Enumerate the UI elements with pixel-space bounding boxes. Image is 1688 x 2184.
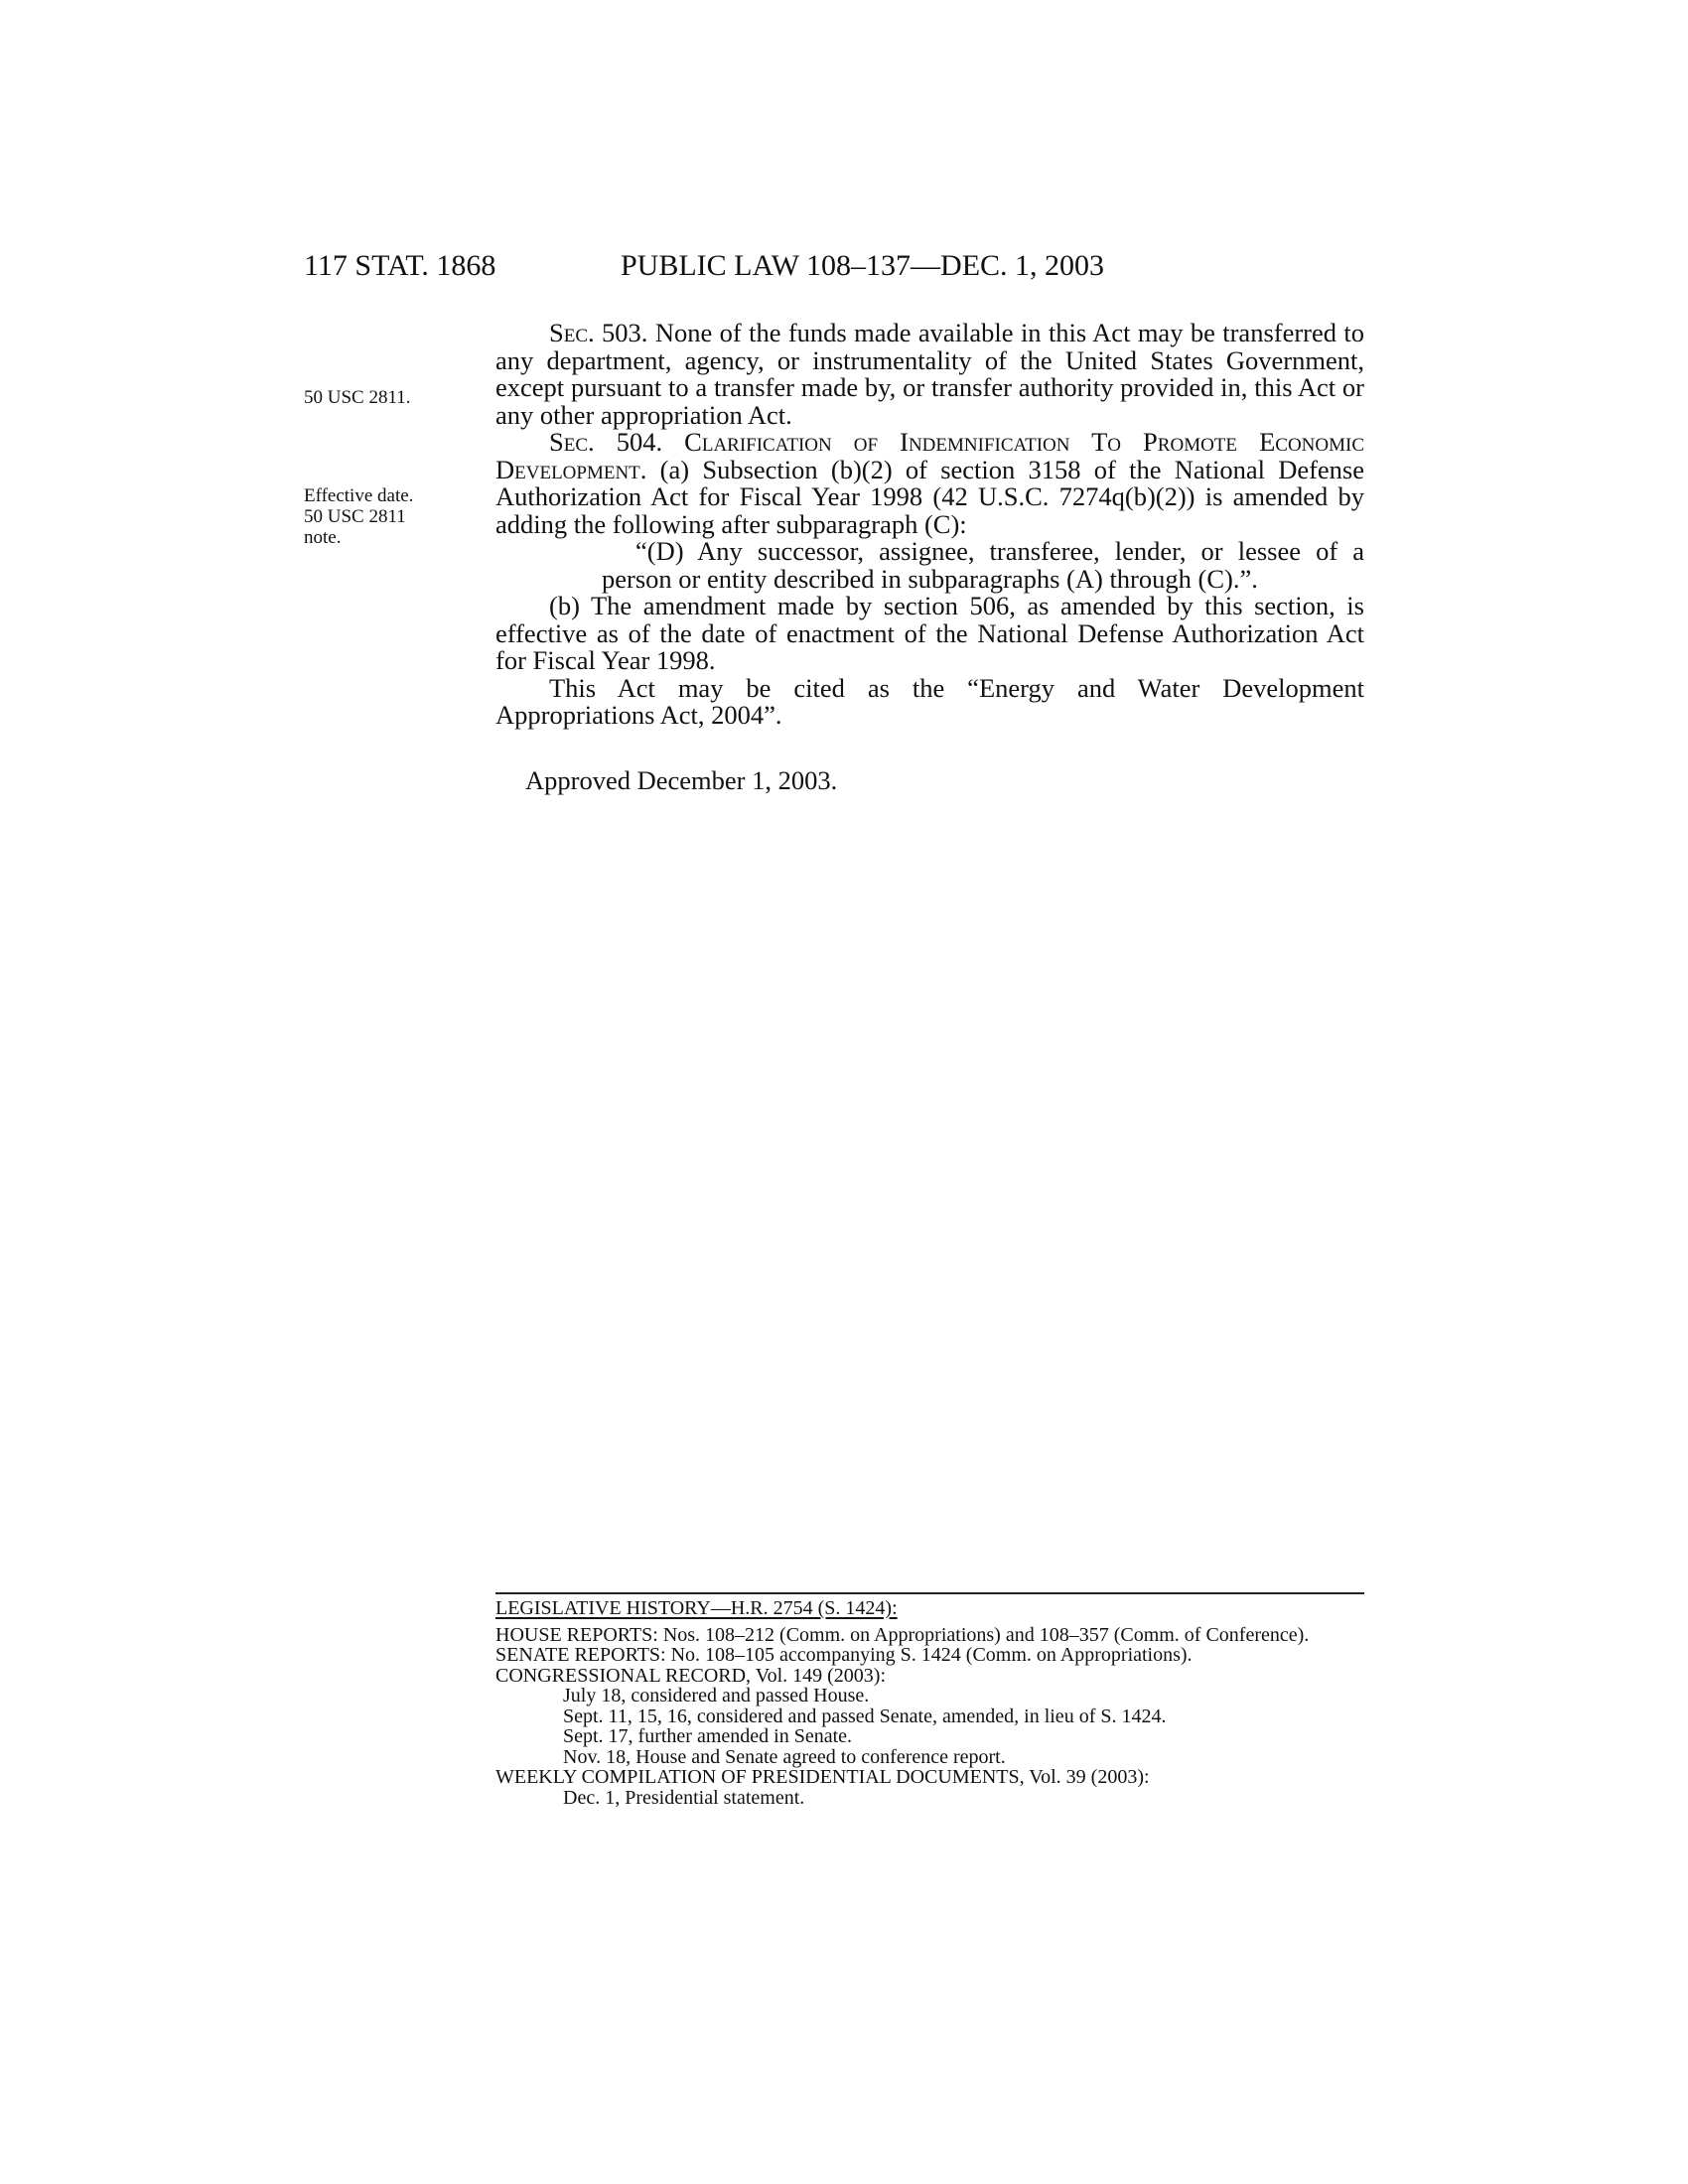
margin-note-usc bbox=[304, 387, 453, 408]
quoted-subparagraph-d: “(D) Any successor, assignee, transferee, lender, or lessee of a person or entity described in subparagraphs (A) through (C).”. bbox=[602, 536, 1364, 594]
congressional-record-item: Nov. 18, House and Senate agreed to conference report. bbox=[563, 1745, 1006, 1768]
section-503-heading: Sec. 503. bbox=[549, 318, 648, 347]
section-503 bbox=[495, 320, 1364, 429]
legislative-history-title: LEGISLATIVE HISTORY—H.R. 2754 (S. 1424): bbox=[495, 1597, 898, 1619]
congressional-record-item: July 18, considered and passed House. bbox=[563, 1685, 870, 1706]
approval-date: Approved December 1, 2003. bbox=[525, 764, 838, 795]
weekly-compilation-item: Dec. 1, Presidential statement. bbox=[563, 1786, 805, 1809]
body-column bbox=[495, 320, 1364, 794]
legislative-history-rule bbox=[495, 1592, 1364, 1594]
congressional-record-item: Sept. 11, 15, 16, considered and passed Senate, amended, in lieu of S. 1424. bbox=[563, 1705, 1167, 1727]
congressional-record: CONGRESSIONAL RECORD, Vol. 149 (2003): bbox=[495, 1664, 886, 1687]
section-503-text: None of the funds made available in this Act may be transferred to any department, agency, or instrumentality of the United States Government, except pursuant to a transfer made by, or transfer authority provided in, this Act or any other appropriation Act. bbox=[495, 318, 1365, 430]
margin-note-line: 50 USC 2811 bbox=[304, 506, 406, 527]
weekly-compilation: WEEKLY COMPILATION OF PRESIDENTIAL DOCUMENTS, Vol. 39 (2003): bbox=[495, 1766, 1150, 1788]
margin-note-line: Effective date. bbox=[304, 485, 414, 506]
margin-note-effective-date bbox=[304, 485, 453, 548]
section-504-title: Clarification of Indemnification To Promote Economic Development. bbox=[495, 427, 1364, 484]
congressional-record-item: Sept. 17, further amended in Senate. bbox=[563, 1725, 853, 1747]
legislative-history bbox=[495, 1598, 1364, 1808]
stat-citation: 117 STAT. 1868 bbox=[304, 249, 496, 282]
section-504-heading: Sec. 504. bbox=[549, 427, 663, 457]
section-504-a-text: (a) Subsection (b)(2) of section 3158 of the National Defense Authorization Act for Fiscal Year 1998 (42 U.S.C. 7274q(b)(2)) is amended by adding the following after subparagraph (C): bbox=[495, 454, 1365, 539]
margin-note-line: note. bbox=[304, 527, 342, 548]
section-504-b: (b) The amendment made by section 506, as amended by this section, is effective as of the date of enactment of the National Defense Authorization Act for Fiscal Year 1998. bbox=[495, 591, 1364, 675]
running-head: PUBLIC LAW 108–137—DEC. 1, 2003 bbox=[621, 249, 1105, 282]
house-reports: HOUSE REPORTS: Nos. 108–212 (Comm. on Appropriations) and 108–357 (Comm. of Conference). bbox=[495, 1623, 1310, 1646]
senate-reports: SENATE REPORTS: No. 108–105 accompanying S. 1424 (Comm. on Appropriations). bbox=[495, 1644, 1193, 1666]
margin-note-usc-text: 50 USC 2811. bbox=[304, 387, 411, 408]
short-title: This Act may be cited as the “Energy and Water Development Appropriations Act, 2004”. bbox=[495, 672, 1364, 730]
section-504-a bbox=[495, 429, 1364, 538]
